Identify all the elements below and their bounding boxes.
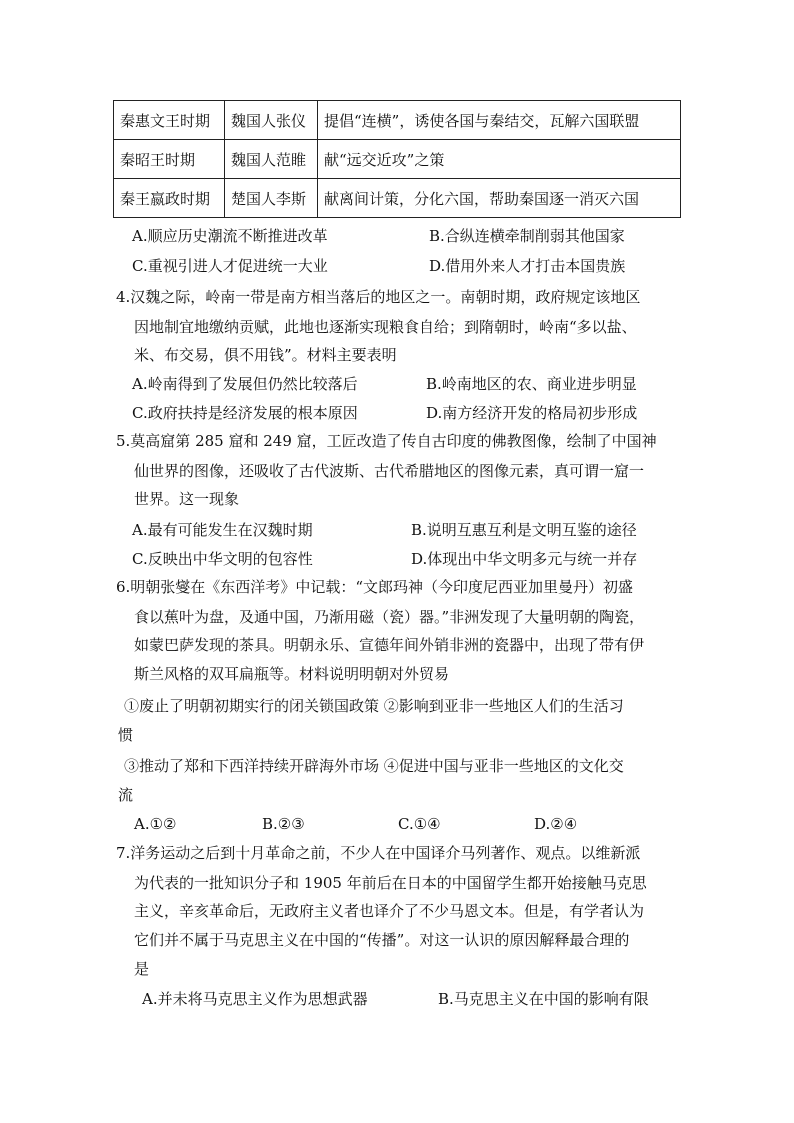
q7-stem-line: 主义，辛亥革命后，无政府主义者也译介了不少马恩文本。但是，有学者认为 xyxy=(134,902,645,920)
q4-option-d: D.南方经济开发的格局初步形成 xyxy=(426,404,638,422)
table-cell: 楚国人李斯 xyxy=(225,179,318,218)
q3-option-a: A.顺应历史潮流不断推进改革 xyxy=(132,227,328,245)
q7-option-b: B.马克思主义在中国的影响有限 xyxy=(438,990,649,1008)
q6-stem-line: 食以蕉叶为盘，及通中国，乃渐用磁（瓷）器。”非洲发现了大量明朝的陶瓷， xyxy=(134,608,645,626)
history-table xyxy=(113,100,681,218)
q5-stem-line: 5.莫高窟第 285 窟和 249 窟，工匠改造了传自古印度的佛教图像，绘制了中国神 xyxy=(116,432,657,450)
q4-stem-line: 4.汉魏之际，岭南一带是南方相当落后的地区之一。南朝时期，政府规定该地区 xyxy=(116,288,641,306)
q5-stem-line: 仙世界的图像，还吸收了古代波斯、古代希腊地区的图像元素，真可谓一窟一 xyxy=(134,462,645,480)
q6-item-line: ③推动了郑和下西洋持续开辟海外市场 ④促进中国与亚非一些地区的文化交 xyxy=(124,757,624,775)
q5-stem-line: 世界。这一现象 xyxy=(134,490,240,508)
table-cell: 献“远交近攻”之策 xyxy=(318,140,681,179)
q6-stem-line: 6.明朝张燮在《东西洋考》中记载：“文郎玛神（今印度尼西亚加里曼丹）初盛 xyxy=(116,578,633,596)
q6-option-b: B.②③ xyxy=(262,815,305,833)
q6-stem-line: 如蒙巴萨发现的茶具。明朝永乐、宣德年间外销非洲的瓷器中，出现了带有伊 xyxy=(134,636,645,654)
q5-option-c: C.反映出中华文明的包容性 xyxy=(132,550,313,568)
table-cell: 魏国人张仪 xyxy=(225,101,318,140)
q4-stem-line: 米、布交易，俱不用钱”。材料主要表明 xyxy=(134,346,397,364)
q6-item-line: 惯 xyxy=(118,726,134,744)
table-cell: 秦王嬴政时期 xyxy=(114,179,225,218)
q6-item-line: 流 xyxy=(118,786,134,804)
q7-stem-line: 7.洋务运动之后到十月革命之前，不少人在中国译介马列著作、观点。以维新派 xyxy=(116,844,641,862)
table-row xyxy=(114,140,681,179)
table-cell: 魏国人范睢 xyxy=(225,140,318,179)
q7-stem-line: 是 xyxy=(134,960,150,978)
q4-option-b: B.岭南地区的农、商业进步明显 xyxy=(426,375,637,393)
table-cell: 秦昭王时期 xyxy=(114,140,225,179)
q6-stem-line: 斯兰风格的双耳扁瓶等。材料说明明朝对外贸易 xyxy=(134,665,450,683)
q5-option-b: B.说明互惠互利是文明互鉴的途径 xyxy=(411,521,637,539)
q6-option-d: D.②④ xyxy=(534,815,578,833)
q6-option-c: C.①④ xyxy=(398,815,441,833)
q3-option-c: C.重视引进人才促进统一大业 xyxy=(132,257,328,275)
q7-stem-line: 它们并不属于马克思主义在中国的“传播”。对这一认识的原因解释最合理的 xyxy=(134,931,630,949)
table-row xyxy=(114,101,681,140)
q3-option-d: D.借用外来人才打击本国贵族 xyxy=(429,257,626,275)
q4-option-a: A.岭南得到了发展但仍然比较落后 xyxy=(132,375,358,393)
q6-item-line: ①废止了明朝初期实行的闭关锁国政策 ②影响到亚非一些地区人们的生活习 xyxy=(124,697,624,715)
q6-option-a: A.①② xyxy=(134,815,177,833)
q5-option-d: D.体现出中华文明多元与统一并存 xyxy=(411,550,638,568)
q4-option-c: C.政府扶持是经济发展的根本原因 xyxy=(132,404,358,422)
table-cell: 献离间计策，分化六国，帮助秦国逐一消灭六国 xyxy=(318,179,681,218)
q3-option-b: B.合纵连横牵制削弱其他国家 xyxy=(429,227,625,245)
table-cell: 提倡“连横”，诱使各国与秦结交，瓦解六国联盟 xyxy=(318,101,681,140)
q7-stem-line: 为代表的一批知识分子和 1905 年前后在日本的中国留学生都开始接触马克思 xyxy=(134,874,647,892)
q5-option-a: A.最有可能发生在汉魏时期 xyxy=(132,521,313,539)
table-row xyxy=(114,179,681,218)
q7-option-a: A.并未将马克思主义作为思想武器 xyxy=(142,990,368,1008)
q4-stem-line: 因地制宜地缴纳贡赋，此地也逐渐实现粮食自给；到隋朝时，岭南“多以盐、 xyxy=(134,318,637,336)
table-cell: 秦惠文王时期 xyxy=(114,101,225,140)
